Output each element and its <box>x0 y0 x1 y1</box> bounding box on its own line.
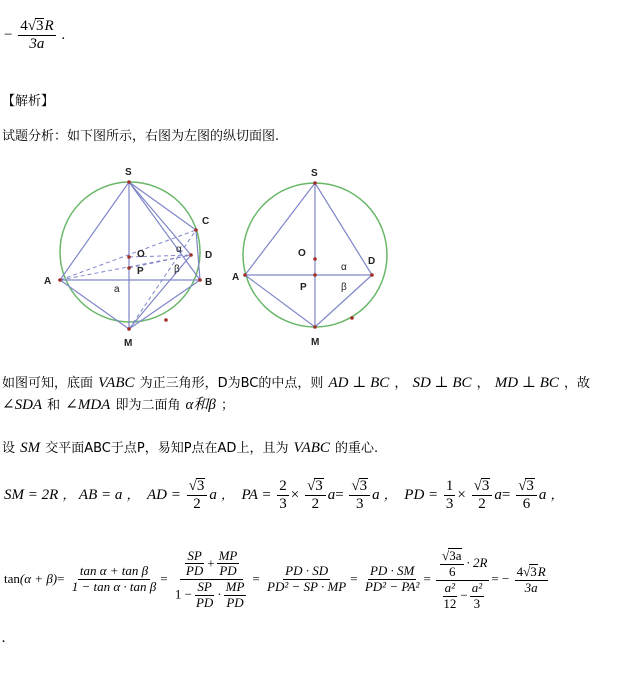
label-D-right: D <box>368 256 376 267</box>
coef: 4 <box>516 563 524 579</box>
text: 为正三角形，D为BC的中点，则 <box>139 376 324 391</box>
tail: · 2R <box>466 554 488 570</box>
tan-result: $\frac{4√3R}{3a}$ <box>516 563 546 595</box>
label-P-right: P <box>300 282 307 293</box>
tan-frac1 <box>70 564 159 595</box>
label-beta-right: β <box>341 282 347 293</box>
den: 2 <box>478 496 486 513</box>
label-M-right: M <box>311 337 320 348</box>
radicand: 3 <box>359 478 368 494</box>
one-minus: 1 − <box>174 586 192 602</box>
angle-SDA: ∠SDA <box>2 397 43 413</box>
pa-frac1 <box>277 478 289 514</box>
perp-SD-BC: SD ⊥ BC <box>412 375 472 391</box>
label-D: D <box>205 250 213 261</box>
den: PD² − PA² <box>364 579 420 595</box>
label-beta: β <box>174 264 180 275</box>
tan-label: tan <box>4 570 20 586</box>
den: 3 <box>473 595 481 611</box>
num: MP <box>218 547 238 563</box>
den: 12 <box>443 595 457 611</box>
label-P: P <box>137 266 144 277</box>
num: a² <box>471 579 483 595</box>
top-answer <box>4 18 65 54</box>
paragraph-2 <box>2 437 378 457</box>
num: 2 <box>277 478 289 496</box>
den: 3 <box>279 496 287 513</box>
segment-SM: SM <box>20 440 41 456</box>
label-S-right: S <box>311 168 318 179</box>
num: 1 <box>444 478 456 496</box>
coef: 4 <box>20 18 28 34</box>
den: PD² − SP · MP <box>267 579 347 595</box>
minus-sign: − <box>4 27 13 44</box>
var: R <box>537 563 546 579</box>
pa-frac3: $\frac{√3}{3}$ <box>349 478 370 514</box>
label-A-right: A <box>232 272 240 283</box>
radicand: 3 <box>196 478 205 494</box>
left-figure <box>44 167 212 349</box>
label-alpha: α <box>176 244 182 255</box>
var: a <box>538 487 547 504</box>
radicand: 3 <box>35 18 44 34</box>
den: PD <box>219 563 237 579</box>
label-C: C <box>202 216 210 227</box>
text: ，故 <box>563 376 590 391</box>
comma: ， <box>394 376 408 391</box>
var: a <box>494 487 502 504</box>
var: a <box>209 487 217 504</box>
den: 6 <box>449 563 456 579</box>
den: 2 <box>193 496 201 513</box>
den: 1 − tan α · tan β <box>71 579 157 595</box>
label-M: M <box>124 338 133 349</box>
perp-MD-BC: MD ⊥ BC <box>494 375 559 391</box>
paragraph-1 <box>2 372 590 416</box>
triangle-ABC: VABC <box>98 375 135 391</box>
den: 6 <box>522 496 531 513</box>
text: 交平面ABC于点P，易知P点在AD上，且为 <box>45 441 289 456</box>
ad-eq: AD = <box>147 487 181 504</box>
label-alpha-right: α <box>341 262 347 273</box>
triangle-ABC: VABC <box>293 440 330 456</box>
den: 3 <box>445 496 454 513</box>
angle-MDA: ∠MDA <box>65 397 111 413</box>
text: 即为二面角 <box>115 398 181 413</box>
tan-arg: (α + β) <box>19 570 58 586</box>
den: 3a <box>524 579 538 595</box>
label-S: S <box>125 167 132 178</box>
text: 和 <box>47 398 61 413</box>
section-header: 【解析】 <box>2 94 55 109</box>
num: tan α + tan β <box>79 563 149 579</box>
ad-frac: $\frac{√3}{2}$ <box>187 478 208 514</box>
label-O-right: O <box>298 248 306 259</box>
radicand: 3 <box>315 478 323 494</box>
num: SP <box>187 547 202 563</box>
num: PD · SM <box>369 563 415 579</box>
end-dot: . <box>2 630 6 646</box>
tan-formula: tan(α + β)= $\frac{\text{tan α + tan β}}{\text{1 − tan α · tan β}}$ = $\frac{SP}{PD}$ + $\frac{MP}{PD}$ 1 − $\frac{SP}{PD}$ · $\frac{MP}{PD}$ = $\frac{PD \cdot SD}{\text{PD² − SP · MP}}$ = $\frac{PD \cdot SM}{\text{PD² − PA²}}$ = $\frac{√3a}{6}$ · 2R $\frac{\text{a²}}{12}$ − $\frac{\text{a²}}{3}$ = − $\frac{4√3R}{3a}$ <box>4 547 546 611</box>
alpha-beta: α和β <box>185 397 216 413</box>
den: PD <box>185 563 204 579</box>
perp-AD-BC: AD ⊥ BC <box>328 375 390 391</box>
tan-frac2: $\frac{SP}{PD}$ + $\frac{MP}{PD}$ 1 − $\frac{SP}{PD}$ · $\frac{MP}{PD}$ <box>174 547 245 611</box>
pa-frac2: $\frac{√3}{2}$ <box>305 478 326 514</box>
den: PD <box>195 595 214 611</box>
radicand: 3 <box>481 478 490 494</box>
label-A: A <box>44 276 52 287</box>
pd-frac2: $\frac{√3}{2}$ <box>472 478 493 514</box>
answer-fraction: $\frac{4√3R}{3a}$ <box>20 18 54 53</box>
radicand: 3a <box>449 548 462 563</box>
pd-frac1 <box>444 478 456 514</box>
num: MP <box>225 579 245 595</box>
tan-frac5: $\frac{√3a}{6}$ · 2R $\frac{\text{a²}}{12}$ − $\frac{\text{a²}}{3}$ <box>436 548 489 612</box>
radicand: 3 <box>526 478 534 494</box>
den: 3 <box>356 496 364 513</box>
radicand: 3 <box>530 563 537 579</box>
den: 2 <box>311 496 320 513</box>
label-O: O <box>137 249 145 260</box>
label-a: a <box>114 284 120 295</box>
var: a <box>372 487 380 504</box>
intro-text: 试题分析：如下图所示，右图为左图的纵切面图. <box>2 129 280 144</box>
num: a² <box>444 579 456 595</box>
den: 3a <box>29 36 45 53</box>
num: PD · SD <box>285 563 329 579</box>
var: R <box>44 18 54 34</box>
num: SP <box>197 579 212 595</box>
period: . <box>61 27 66 44</box>
tan-frac4 <box>363 564 422 595</box>
length-equations: SM = 2R ， AB = a ， AD = $\frac{√3}{2}$ a ， PA = $\frac{2}{3}$ × $\frac{√3}{2}$ a= $\frac{√3}{3}$ a ， PD = $\frac{1}{3}$ × $\frac{√3}{2}$ a= $\frac{√3}{6}$ a ， <box>4 478 564 513</box>
pd-eq: PD = <box>404 487 439 504</box>
den: PD <box>226 595 244 611</box>
pa-eq: PA = <box>241 487 272 504</box>
tan-frac3 <box>265 564 348 595</box>
text: ； <box>221 398 235 413</box>
pd-frac3: $\frac{√3}{6}$ <box>516 478 537 514</box>
label-B: B <box>205 277 213 288</box>
geometry-figure <box>0 160 630 355</box>
var: a <box>327 487 336 504</box>
text: 的重心. <box>335 441 379 456</box>
comma: ， <box>476 376 490 391</box>
text: 如图可知，底面 <box>2 376 94 391</box>
right-figure <box>232 168 387 348</box>
sm-eq: SM = 2R <box>4 487 59 504</box>
text: 设 <box>2 441 16 456</box>
ab-eq: AB = a <box>78 487 123 504</box>
